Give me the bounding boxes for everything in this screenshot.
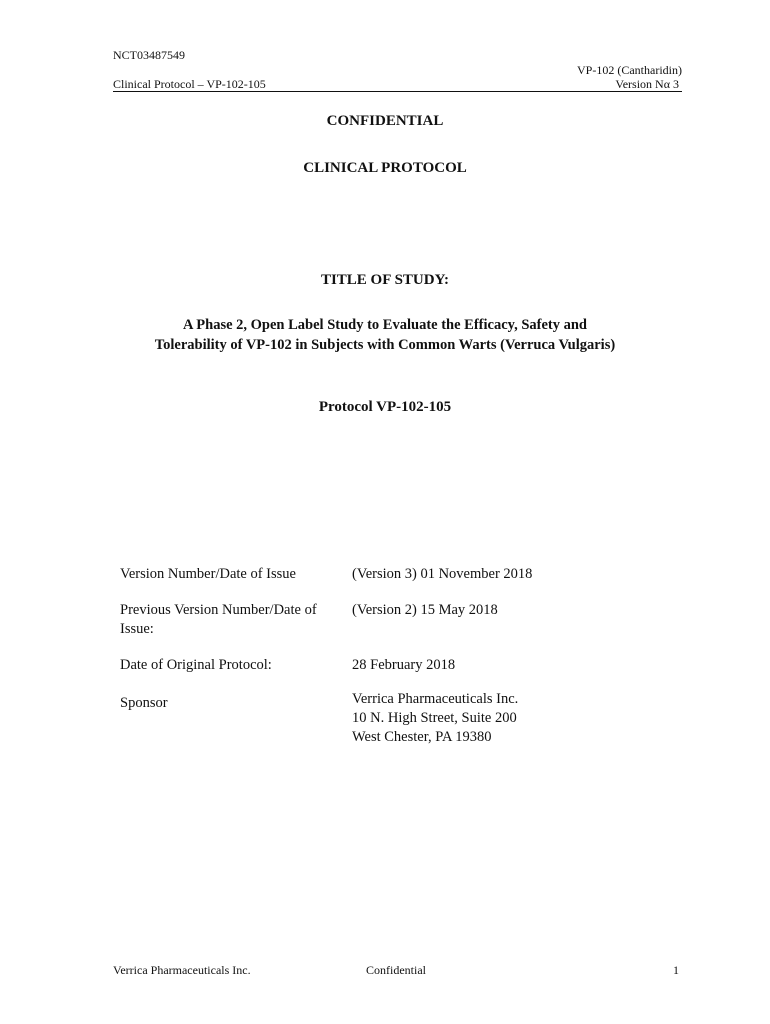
protocol-id: Protocol VP-102-105 [318,399,452,415]
version-number-label: Version Number/Date of Issue [120,566,296,582]
footer-confidential: Confidential [366,963,426,977]
sponsor-street: 10 N. High Street, Suite 200 [352,710,517,726]
sponsor-city: West Chester, PA 19380 [352,729,492,745]
sponsor-address [352,690,518,747]
product-name: VP-102 (Cantharidin) [577,63,682,77]
confidential-heading: CONFIDENTIAL [326,113,444,129]
sponsor-label: Sponsor [120,695,168,711]
title-of-study-label: TITLE OF STUDY: [320,272,450,288]
sponsor-name: Verrica Pharmaceuticals Inc. [352,691,519,707]
clinical-protocol-heading: CLINICAL PROTOCOL [303,160,467,176]
study-title-line-1: A Phase 2, Open Label Study to Evaluate the Efficacy, Safety and [182,317,587,333]
previous-version-value: (Version 2) 15 May 2018 [352,602,498,618]
header-rule [113,91,682,92]
version-label: Version Nα 3 [615,77,679,91]
original-protocol-date-label: Date of Original Protocol: [120,657,272,673]
page-number: 1 [673,963,679,977]
original-protocol-date-value: 28 February 2018 [352,657,456,673]
nct-id: NCT03487549 [113,48,185,62]
previous-version-label-line-2: Issue: [120,621,154,637]
document-reference: Clinical Protocol – VP-102-105 [113,77,266,91]
previous-version-label-line-1: Previous Version Number/Date of [120,602,317,618]
footer-company: Verrica Pharmaceuticals Inc. [113,963,251,977]
study-title-line-2: Tolerability of VP-102 in Subjects with Common Warts (Verruca Vulgaris) [154,337,616,353]
study-title [0,315,770,355]
version-number-value: (Version 3) 01 November 2018 [352,566,533,582]
previous-version-label [120,601,317,639]
